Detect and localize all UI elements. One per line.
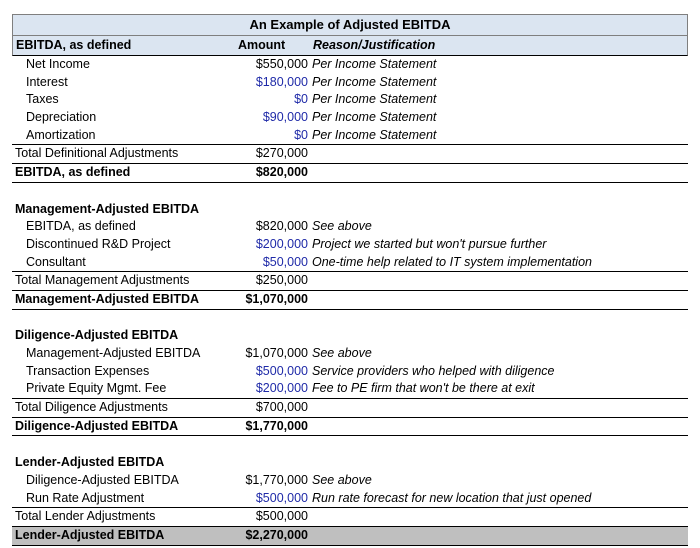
- table-row: [12, 163, 688, 183]
- row-label: Net Income: [26, 57, 90, 71]
- spacer-row: [12, 436, 688, 454]
- table-row: [12, 109, 688, 127]
- table-row: [12, 236, 688, 254]
- row-reason: See above: [312, 472, 372, 487]
- row-amount: $700,000: [255, 400, 308, 415]
- row-reason: One-time help related to IT system implementation: [312, 254, 592, 269]
- table-row: [12, 56, 688, 74]
- table-row: [12, 254, 688, 272]
- section-heading-row: [12, 327, 688, 345]
- row-label: Private Equity Mgmt. Fee: [26, 381, 167, 396]
- column-header-label: EBITDA, as defined: [16, 38, 132, 52]
- section-heading-row: [12, 201, 688, 219]
- row-label: EBITDA, as defined: [26, 219, 136, 234]
- row-label: Diligence-Adjusted EBITDA: [15, 328, 179, 343]
- row-label: Discontinued R&D Project: [26, 236, 171, 251]
- table-row: [12, 127, 688, 145]
- row-label: Total Management Adjustments: [15, 273, 190, 288]
- table-row: [12, 417, 688, 437]
- row-amount: $1,770,000: [245, 472, 308, 487]
- column-header-reason: Reason/Justification: [313, 38, 436, 52]
- table-row: [12, 218, 688, 236]
- row-label: Transaction Expenses: [26, 363, 150, 378]
- row-amount: $500,000: [255, 490, 308, 505]
- table-row: [12, 271, 688, 290]
- row-amount: $50,000: [262, 254, 308, 269]
- table-row: [12, 526, 688, 546]
- row-amount: $90,000: [262, 110, 308, 125]
- table-row: [12, 144, 688, 163]
- table-row: [12, 507, 688, 526]
- row-reason: Fee to PE firm that won't be there at exit: [312, 381, 535, 396]
- row-label: Lender-Adjusted EBITDA: [15, 455, 165, 470]
- table-row: [12, 398, 688, 417]
- row-reason: Per Income Statement: [312, 110, 437, 125]
- spacer-row: [12, 310, 688, 328]
- row-reason: Service providers who helped with diligence: [312, 363, 555, 378]
- row-amount: $550,000: [255, 57, 308, 71]
- row-label: Management-Adjusted EBITDA: [15, 291, 200, 306]
- table-row: [12, 345, 688, 363]
- row-amount: $820,000: [255, 165, 308, 180]
- row-label: Total Definitional Adjustments: [15, 146, 179, 161]
- row-label: Taxes: [26, 92, 59, 107]
- row-amount: $0: [294, 92, 308, 107]
- row-label: Run Rate Adjustment: [26, 490, 145, 505]
- row-label: Diligence-Adjusted EBITDA: [15, 418, 179, 433]
- row-amount: $1,070,000: [245, 346, 308, 360]
- table-row: [12, 380, 688, 398]
- row-reason: Run rate forecast for new location that just opened: [312, 490, 592, 505]
- row-amount: $270,000: [255, 146, 308, 161]
- row-label: Interest: [26, 74, 68, 89]
- table-row: [12, 91, 688, 109]
- row-reason: Per Income Statement: [312, 127, 437, 142]
- table-row: [12, 363, 688, 381]
- row-amount: $820,000: [255, 219, 308, 234]
- column-header-row: [12, 36, 688, 56]
- row-amount: $200,000: [255, 381, 308, 396]
- row-label: Lender-Adjusted EBITDA: [15, 527, 165, 542]
- row-label: Management-Adjusted EBITDA: [15, 201, 200, 216]
- table-row: [12, 290, 688, 310]
- row-label: Amortization: [26, 127, 96, 142]
- row-label: Total Diligence Adjustments: [15, 400, 168, 415]
- row-reason: Per Income Statement: [312, 92, 437, 107]
- row-label: Consultant: [26, 254, 86, 269]
- row-amount: $500,000: [255, 363, 308, 378]
- row-label: Total Lender Adjustments: [15, 509, 156, 524]
- column-header-amount: Amount: [238, 38, 286, 52]
- row-amount: $1,770,000: [245, 418, 308, 433]
- row-label: Diligence-Adjusted EBITDA: [26, 472, 179, 487]
- table-title: An Example of Adjusted EBITDA: [12, 14, 688, 36]
- table-row: [12, 472, 688, 490]
- row-reason: See above: [312, 219, 372, 234]
- section-heading-row: [12, 454, 688, 472]
- table-row: [12, 74, 688, 92]
- row-reason: Project we started but won't pursue further: [312, 236, 547, 251]
- row-label: Management-Adjusted EBITDA: [26, 346, 201, 360]
- row-amount: $2,270,000: [245, 527, 308, 542]
- row-amount: $180,000: [255, 74, 308, 89]
- row-amount: $0: [294, 127, 308, 142]
- row-amount: $1,070,000: [245, 291, 308, 306]
- spacer-row: [12, 183, 688, 201]
- row-reason: See above: [312, 346, 372, 360]
- row-label: Depreciation: [26, 110, 97, 125]
- row-reason: Per Income Statement: [312, 74, 437, 89]
- ebitda-table: [12, 14, 688, 546]
- table-body: [12, 56, 688, 546]
- row-amount: $200,000: [255, 236, 308, 251]
- row-amount: $250,000: [255, 273, 308, 288]
- row-reason: Per Income Statement: [312, 57, 437, 71]
- row-label: EBITDA, as defined: [15, 165, 131, 180]
- row-amount: $500,000: [255, 509, 308, 524]
- table-row: [12, 490, 688, 508]
